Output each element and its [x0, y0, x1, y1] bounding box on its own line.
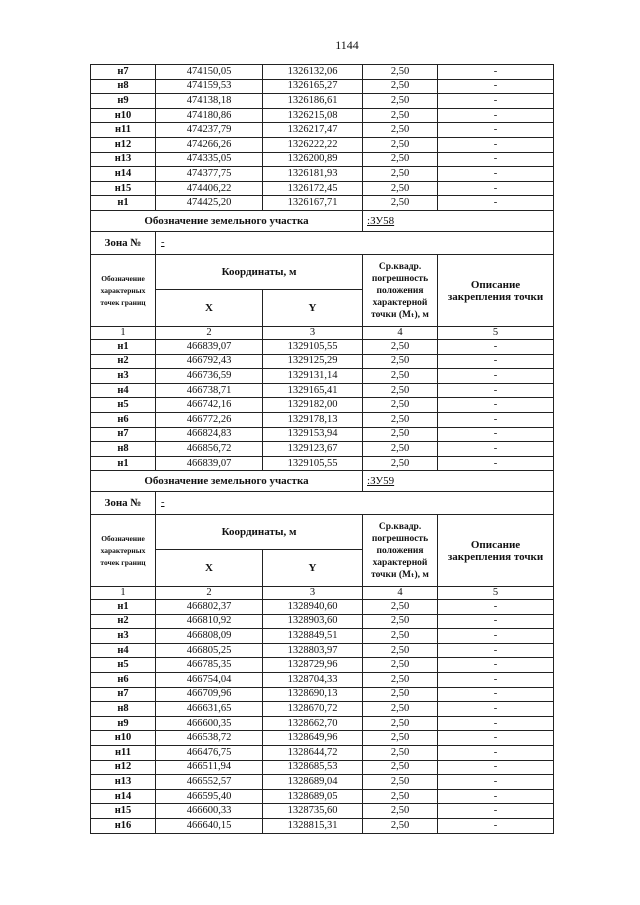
point-label: н9 — [91, 94, 156, 109]
y-coordinate: 1328849,51 — [263, 629, 363, 644]
y-coordinate: 1328662,70 — [263, 716, 363, 731]
column-number: 1 — [91, 327, 156, 340]
error-value: 2,50 — [363, 672, 438, 687]
table-row — [91, 79, 554, 94]
point-label: н2 — [91, 354, 156, 369]
y-coordinate: 1326217,47 — [263, 123, 363, 138]
error-value: 2,50 — [363, 108, 438, 123]
error-value: 2,50 — [363, 65, 438, 80]
point-label: н7 — [91, 65, 156, 80]
error-value: 2,50 — [363, 196, 438, 211]
point-label: н14 — [91, 167, 156, 182]
error-value: 2,50 — [363, 456, 438, 471]
plot-table-zu58 — [90, 210, 554, 471]
table-row — [91, 745, 554, 760]
y-coordinate: 1326167,71 — [263, 196, 363, 211]
header-error: Ср.квадр. погрешность положения характерной точки (Mₜ), м — [363, 255, 438, 327]
x-coordinate: 466772,26 — [156, 412, 263, 427]
table-row — [91, 687, 554, 702]
description-value: - — [438, 340, 554, 355]
point-label: н10 — [91, 108, 156, 123]
table-row — [91, 672, 554, 687]
description-value: - — [438, 65, 554, 80]
zone-label: Зона № — [91, 232, 156, 255]
point-label: н16 — [91, 818, 156, 833]
x-coordinate: 466538,72 — [156, 731, 263, 746]
error-value: 2,50 — [363, 167, 438, 182]
column-number: 2 — [156, 327, 263, 340]
x-coordinate: 466709,96 — [156, 687, 263, 702]
table-row — [91, 340, 554, 355]
x-coordinate: 466600,33 — [156, 804, 263, 819]
y-coordinate: 1326222,22 — [263, 137, 363, 152]
x-coordinate: 466600,35 — [156, 716, 263, 731]
table-row — [91, 442, 554, 457]
error-value: 2,50 — [363, 818, 438, 833]
table-row — [91, 775, 554, 790]
zone-label: Зона № — [91, 492, 156, 515]
point-label: н14 — [91, 789, 156, 804]
page-number: 1144 — [335, 38, 359, 52]
point-label: н4 — [91, 383, 156, 398]
table-row — [91, 456, 554, 471]
point-label: н9 — [91, 716, 156, 731]
y-coordinate: 1329105,55 — [263, 456, 363, 471]
point-label: н1 — [91, 196, 156, 211]
point-label: н2 — [91, 614, 156, 629]
header-point-designation: Обозначение характерных точек границ — [91, 515, 156, 587]
column-number: 4 — [363, 587, 438, 600]
description-value: - — [438, 716, 554, 731]
plot-label: Обозначение земельного участка — [91, 471, 363, 492]
point-label: н6 — [91, 412, 156, 427]
zone-row — [91, 492, 554, 515]
point-label: н7 — [91, 427, 156, 442]
table-row — [91, 167, 554, 182]
y-coordinate: 1328689,05 — [263, 789, 363, 804]
x-coordinate: 466802,37 — [156, 600, 263, 615]
x-coordinate: 466839,07 — [156, 340, 263, 355]
point-label: н11 — [91, 745, 156, 760]
description-value: - — [438, 354, 554, 369]
point-label: н13 — [91, 152, 156, 167]
table-row — [91, 789, 554, 804]
table-row — [91, 383, 554, 398]
point-label: н5 — [91, 398, 156, 413]
table-row — [91, 658, 554, 673]
header-row — [91, 515, 554, 550]
point-label: н7 — [91, 687, 156, 702]
description-value: - — [438, 167, 554, 182]
y-coordinate: 1329131,14 — [263, 369, 363, 384]
point-label: н5 — [91, 658, 156, 673]
description-value: - — [438, 789, 554, 804]
x-coordinate: 466792,43 — [156, 354, 263, 369]
x-coordinate: 474150,05 — [156, 65, 263, 80]
x-coordinate: 466808,09 — [156, 629, 263, 644]
point-label: н1 — [91, 600, 156, 615]
error-value: 2,50 — [363, 687, 438, 702]
error-value: 2,50 — [363, 412, 438, 427]
table-row — [91, 65, 554, 80]
x-coordinate: 466511,94 — [156, 760, 263, 775]
error-value: 2,50 — [363, 442, 438, 457]
x-coordinate: 466839,07 — [156, 456, 263, 471]
x-coordinate: 466856,72 — [156, 442, 263, 457]
x-coordinate: 474180,86 — [156, 108, 263, 123]
y-coordinate: 1328940,60 — [263, 600, 363, 615]
x-coordinate: 474425,20 — [156, 196, 263, 211]
table-row — [91, 181, 554, 196]
description-value: - — [438, 152, 554, 167]
y-coordinate: 1329153,94 — [263, 427, 363, 442]
description-value: - — [438, 79, 554, 94]
table-row — [91, 818, 554, 833]
error-value: 2,50 — [363, 789, 438, 804]
y-coordinate: 1329125,29 — [263, 354, 363, 369]
table-row — [91, 804, 554, 819]
table-row — [91, 629, 554, 644]
zone-value: - — [156, 232, 554, 255]
x-coordinate: 466754,04 — [156, 672, 263, 687]
y-coordinate: 1326186,61 — [263, 94, 363, 109]
error-value: 2,50 — [363, 369, 438, 384]
point-label: н6 — [91, 672, 156, 687]
y-coordinate: 1328685,53 — [263, 760, 363, 775]
column-number: 3 — [263, 587, 363, 600]
x-coordinate: 474159,53 — [156, 79, 263, 94]
y-coordinate: 1326172,45 — [263, 181, 363, 196]
description-value: - — [438, 442, 554, 457]
column-number: 2 — [156, 587, 263, 600]
plot-designation-row — [91, 471, 554, 492]
table-row — [91, 152, 554, 167]
description-value: - — [438, 658, 554, 673]
point-label: н15 — [91, 181, 156, 196]
header-y: Y — [263, 550, 363, 587]
error-value: 2,50 — [363, 731, 438, 746]
table-row — [91, 760, 554, 775]
y-coordinate: 1328729,96 — [263, 658, 363, 673]
header-error: Ср.квадр. погрешность положения характерной точки (Mₜ), м — [363, 515, 438, 587]
error-value: 2,50 — [363, 804, 438, 819]
table-row — [91, 731, 554, 746]
y-coordinate: 1328803,97 — [263, 643, 363, 658]
y-coordinate: 1328815,31 — [263, 818, 363, 833]
description-value: - — [438, 643, 554, 658]
x-coordinate: 474335,05 — [156, 152, 263, 167]
error-value: 2,50 — [363, 152, 438, 167]
table-row — [91, 94, 554, 109]
description-value: - — [438, 456, 554, 471]
plot-designation: :ЗУ58 — [363, 211, 554, 232]
x-coordinate: 466476,75 — [156, 745, 263, 760]
point-label: н13 — [91, 775, 156, 790]
column-number: 5 — [438, 587, 554, 600]
table-row — [91, 427, 554, 442]
header-y: Y — [263, 290, 363, 327]
description-value: - — [438, 614, 554, 629]
description-value: - — [438, 137, 554, 152]
description-value: - — [438, 775, 554, 790]
description-value: - — [438, 369, 554, 384]
error-value: 2,50 — [363, 629, 438, 644]
description-value: - — [438, 818, 554, 833]
y-coordinate: 1329178,13 — [263, 412, 363, 427]
y-coordinate: 1328644,72 — [263, 745, 363, 760]
x-coordinate: 474138,18 — [156, 94, 263, 109]
point-label: н8 — [91, 702, 156, 717]
table-row — [91, 412, 554, 427]
error-value: 2,50 — [363, 137, 438, 152]
x-coordinate: 466736,59 — [156, 369, 263, 384]
table-row — [91, 137, 554, 152]
error-value: 2,50 — [363, 398, 438, 413]
error-value: 2,50 — [363, 600, 438, 615]
table-row — [91, 354, 554, 369]
error-value: 2,50 — [363, 427, 438, 442]
x-coordinate: 466640,15 — [156, 818, 263, 833]
description-value: - — [438, 383, 554, 398]
y-coordinate: 1328670,72 — [263, 702, 363, 717]
y-coordinate: 1326181,93 — [263, 167, 363, 182]
error-value: 2,50 — [363, 614, 438, 629]
x-coordinate: 474237,79 — [156, 123, 263, 138]
point-label: н8 — [91, 79, 156, 94]
error-value: 2,50 — [363, 702, 438, 717]
table-row — [91, 600, 554, 615]
column-number: 4 — [363, 327, 438, 340]
x-coordinate: 466785,35 — [156, 658, 263, 673]
description-value: - — [438, 181, 554, 196]
table-row — [91, 123, 554, 138]
column-number: 5 — [438, 327, 554, 340]
description-value: - — [438, 760, 554, 775]
zone-row — [91, 232, 554, 255]
point-label: н12 — [91, 760, 156, 775]
x-coordinate: 474266,26 — [156, 137, 263, 152]
x-coordinate: 466552,57 — [156, 775, 263, 790]
error-value: 2,50 — [363, 354, 438, 369]
column-numbers-row — [91, 587, 554, 600]
x-coordinate: 466631,65 — [156, 702, 263, 717]
error-value: 2,50 — [363, 716, 438, 731]
zone-value: - — [156, 492, 554, 515]
plot-label: Обозначение земельного участка — [91, 211, 363, 232]
table-row — [91, 702, 554, 717]
y-coordinate: 1328735,60 — [263, 804, 363, 819]
column-number: 1 — [91, 587, 156, 600]
table-row — [91, 716, 554, 731]
table-row — [91, 369, 554, 384]
description-value: - — [438, 398, 554, 413]
error-value: 2,50 — [363, 123, 438, 138]
header-x: X — [156, 290, 263, 327]
description-value: - — [438, 629, 554, 644]
description-value: - — [438, 745, 554, 760]
x-coordinate: 466742,16 — [156, 398, 263, 413]
point-label: н10 — [91, 731, 156, 746]
description-value: - — [438, 702, 554, 717]
column-numbers-row — [91, 327, 554, 340]
error-value: 2,50 — [363, 79, 438, 94]
y-coordinate: 1328704,33 — [263, 672, 363, 687]
description-value: - — [438, 600, 554, 615]
y-coordinate: 1326132,06 — [263, 65, 363, 80]
y-coordinate: 1329105,55 — [263, 340, 363, 355]
x-coordinate: 466738,71 — [156, 383, 263, 398]
header-point-designation: Обозначение характерных точек границ — [91, 255, 156, 327]
x-coordinate: 466810,92 — [156, 614, 263, 629]
error-value: 2,50 — [363, 760, 438, 775]
error-value: 2,50 — [363, 94, 438, 109]
point-label: н15 — [91, 804, 156, 819]
point-label: н1 — [91, 456, 156, 471]
table-row — [91, 108, 554, 123]
description-value: - — [438, 672, 554, 687]
description-value: - — [438, 123, 554, 138]
plot-designation-row — [91, 211, 554, 232]
point-label: н11 — [91, 123, 156, 138]
y-coordinate: 1326200,89 — [263, 152, 363, 167]
point-label: н3 — [91, 629, 156, 644]
description-value: - — [438, 94, 554, 109]
y-coordinate: 1326215,08 — [263, 108, 363, 123]
table-row — [91, 196, 554, 211]
header-x: X — [156, 550, 263, 587]
header-description: Описание закрепления точки — [438, 515, 554, 587]
error-value: 2,50 — [363, 340, 438, 355]
description-value: - — [438, 731, 554, 746]
y-coordinate: 1329182,00 — [263, 398, 363, 413]
x-coordinate: 474377,75 — [156, 167, 263, 182]
description-value: - — [438, 108, 554, 123]
table-row — [91, 398, 554, 413]
x-coordinate: 474406,22 — [156, 181, 263, 196]
header-coordinates: Координаты, м — [156, 515, 363, 550]
y-coordinate: 1328903,60 — [263, 614, 363, 629]
error-value: 2,50 — [363, 643, 438, 658]
description-value: - — [438, 412, 554, 427]
x-coordinate: 466824,83 — [156, 427, 263, 442]
column-number: 3 — [263, 327, 363, 340]
y-coordinate: 1328689,04 — [263, 775, 363, 790]
error-value: 2,50 — [363, 181, 438, 196]
point-label: н12 — [91, 137, 156, 152]
y-coordinate: 1328649,96 — [263, 731, 363, 746]
x-coordinate: 466805,25 — [156, 643, 263, 658]
y-coordinate: 1329165,41 — [263, 383, 363, 398]
header-row — [91, 255, 554, 290]
y-coordinate: 1329123,67 — [263, 442, 363, 457]
description-value: - — [438, 687, 554, 702]
y-coordinate: 1326165,27 — [263, 79, 363, 94]
header-description: Описание закрепления точки — [438, 255, 554, 327]
table-row — [91, 614, 554, 629]
description-value: - — [438, 196, 554, 211]
table-row — [91, 643, 554, 658]
error-value: 2,50 — [363, 745, 438, 760]
y-coordinate: 1328690,13 — [263, 687, 363, 702]
header-coordinates: Координаты, м — [156, 255, 363, 290]
point-label: н3 — [91, 369, 156, 384]
error-value: 2,50 — [363, 658, 438, 673]
point-label: н1 — [91, 340, 156, 355]
x-coordinate: 466595,40 — [156, 789, 263, 804]
error-value: 2,50 — [363, 383, 438, 398]
description-value: - — [438, 804, 554, 819]
coordinates-table-continued — [90, 64, 554, 211]
point-label: н4 — [91, 643, 156, 658]
plot-designation: :ЗУ59 — [363, 471, 554, 492]
error-value: 2,50 — [363, 775, 438, 790]
point-label: н8 — [91, 442, 156, 457]
plot-table-zu59 — [90, 470, 554, 834]
description-value: - — [438, 427, 554, 442]
